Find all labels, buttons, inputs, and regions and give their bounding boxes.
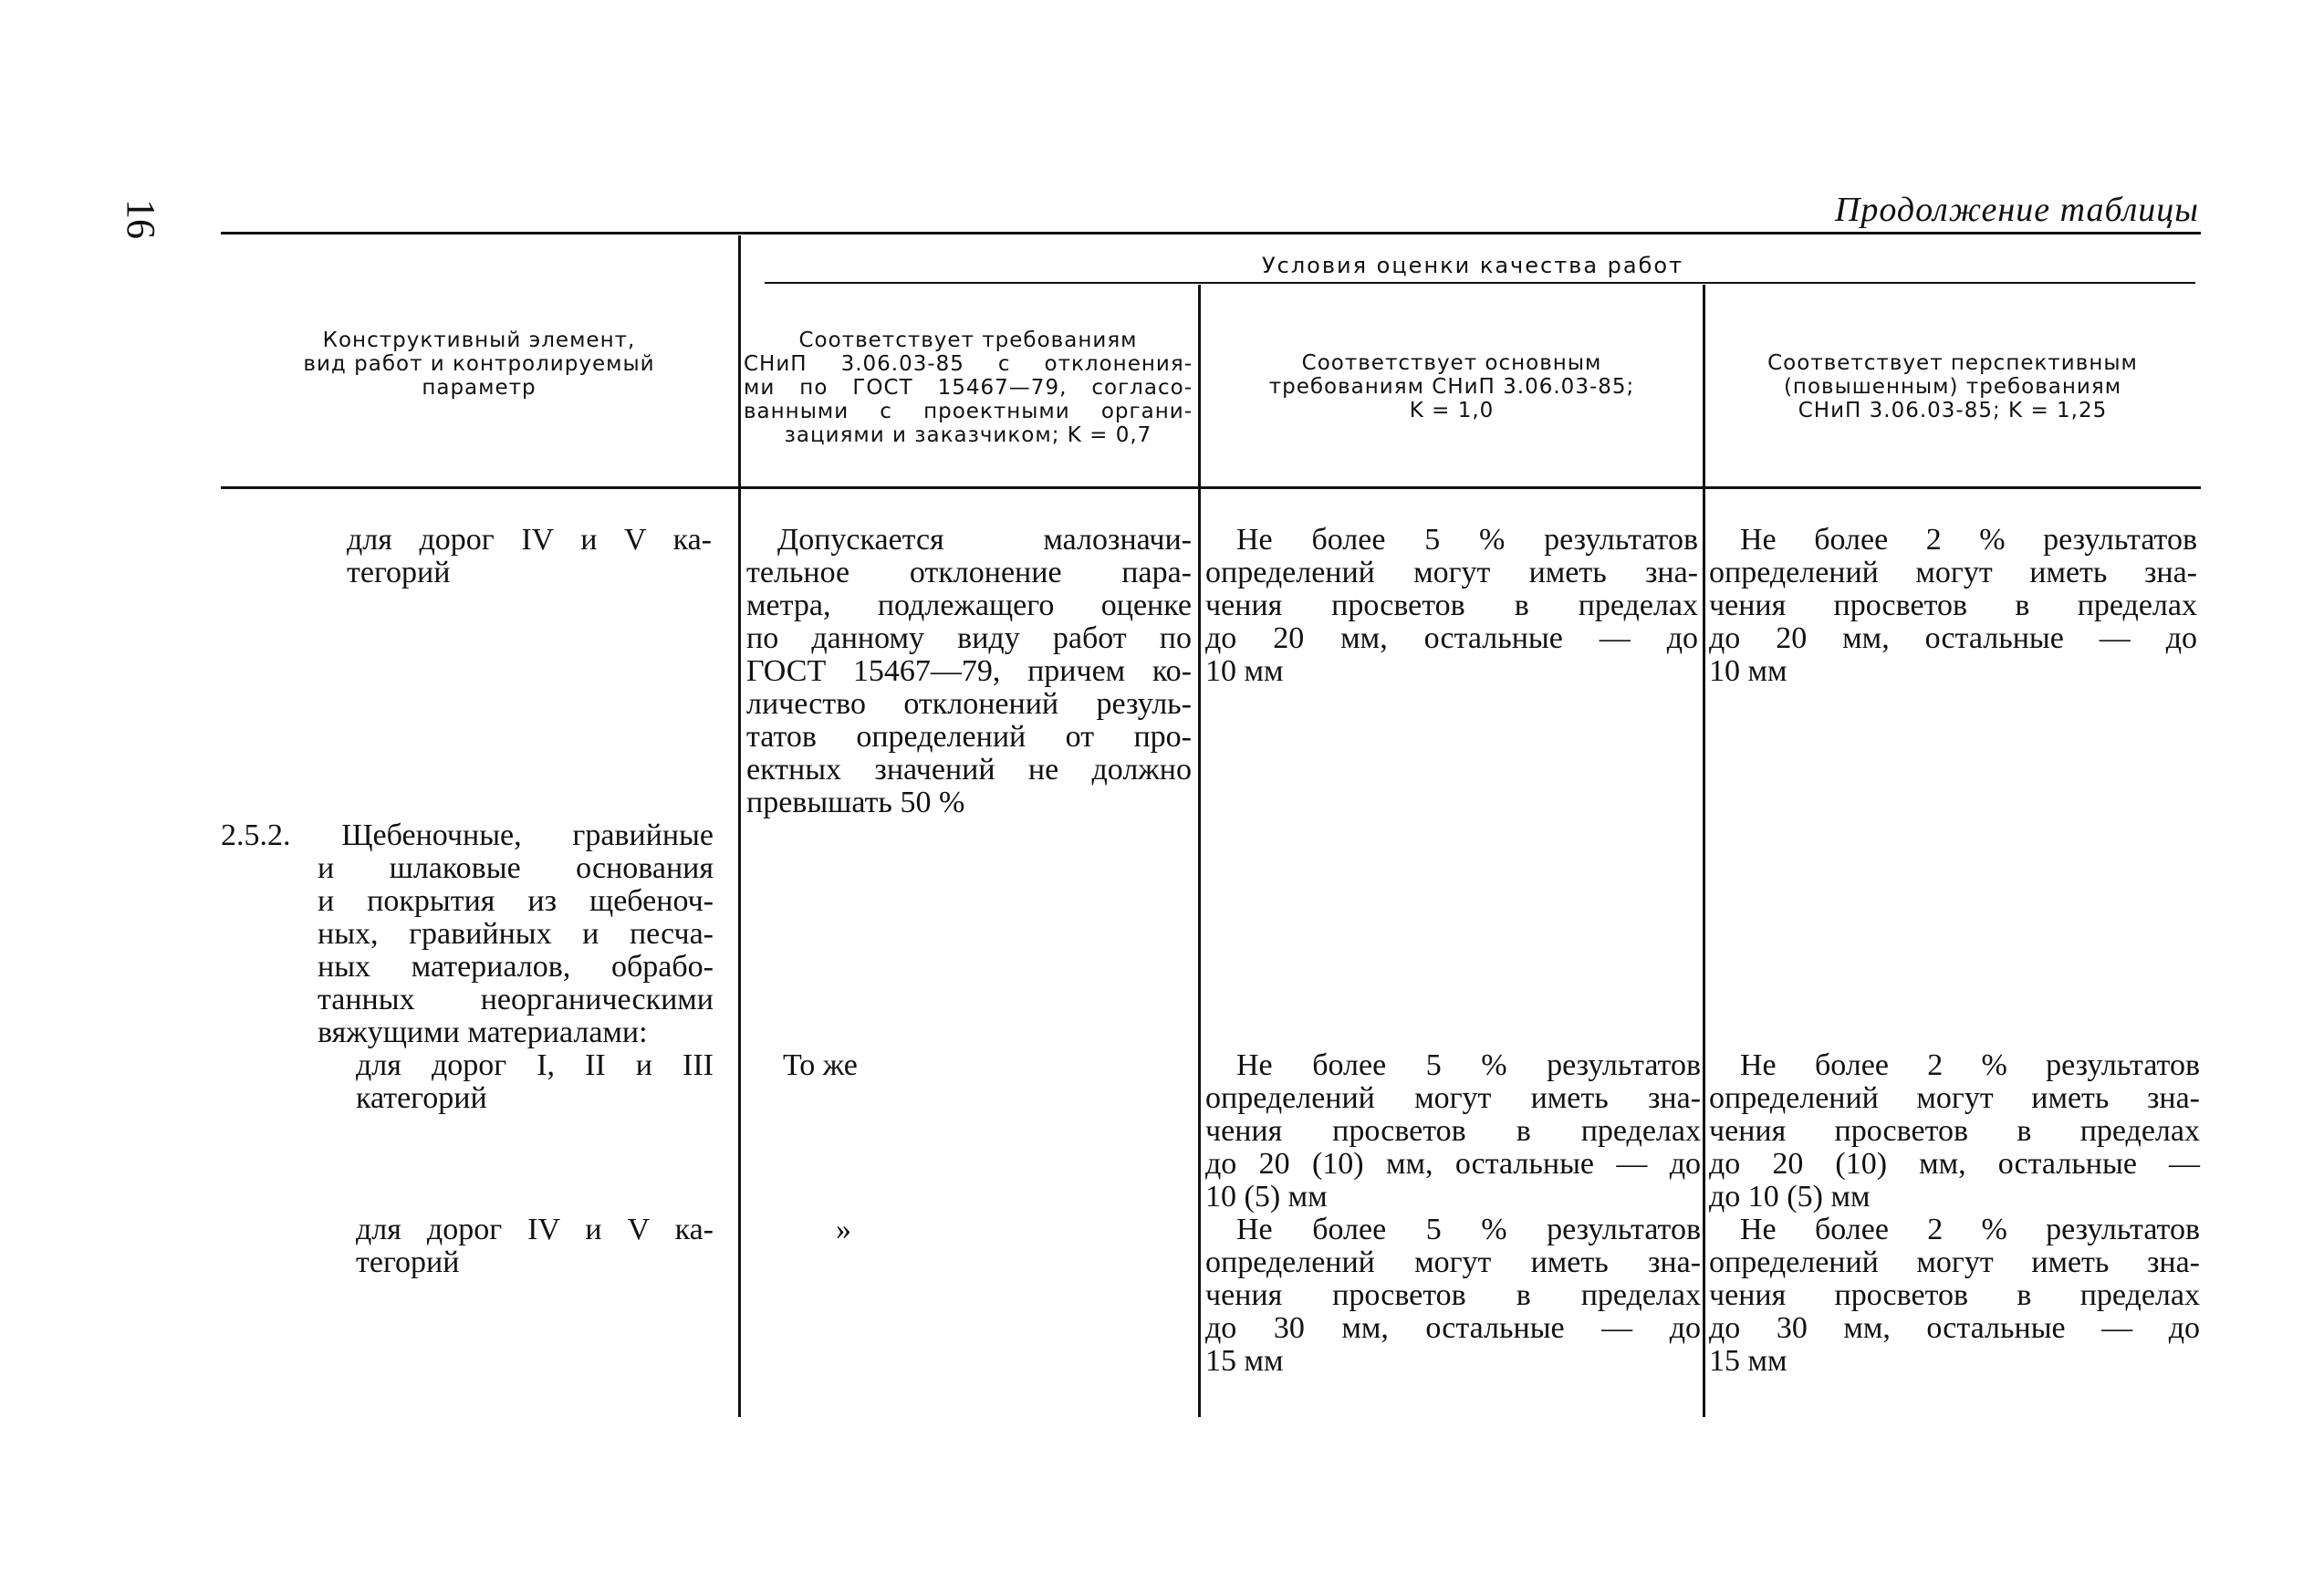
text-line: Не более 2 % результатов [1740,1213,2200,1246]
text-line: 10 мм [1709,654,1787,688]
text-line: до 20 (10) мм, остальные — [1709,1147,2200,1181]
text-line: до 20 мм, остальные — до [1205,621,1698,655]
text-line: для дорог I, II и III [356,1048,714,1082]
header-param-column [246,328,712,400]
text-line: Не более 5 % результатов [1236,1213,1701,1246]
text-line: То же [783,1048,858,1082]
header-line: требованиям СНиП 3.06.03-85; [1268,375,1635,399]
text-line: чения просветов в пределах [1205,589,1698,622]
column-divider-1 [738,235,741,1417]
text-line: и покрытия из щебеноч- [318,884,714,918]
text-line: ГОСТ 15467—79, причем ко- [746,654,1192,688]
text-line: чения просветов в пределах [1205,1278,1701,1312]
text-line: танных неорганическими [318,983,714,1016]
row4-col-k10 [1205,1214,1701,1378]
text-line: чения просветов в пределах [1709,589,2197,622]
row4-col-k125 [1709,1214,2200,1378]
header-bottom-rule [221,486,2201,489]
header-line: СНиП 3.06.03-85; K = 1,25 [1798,399,2108,422]
text-line: по данному виду работ по [746,621,1192,655]
text-line: татов определений от про- [746,720,1192,754]
row3-param [356,1049,714,1115]
header-line: Конструктивный элемент, [322,328,636,352]
row4-col-k07 [836,1214,927,1246]
page-number: 16 [119,199,163,239]
row3-col-k07 [783,1049,1184,1082]
text-line: метра, подлежащего оценке [746,589,1192,622]
text-line: определений могут иметь зна- [1709,1081,2200,1115]
row1-param [347,524,712,589]
text-line: для дорог IV и V ка- [347,523,712,557]
header-line: ванными с проектными органи- [744,400,1193,423]
text-line: тельное отклонение пара- [746,556,1192,589]
header-line: Соответствует требованиям [798,328,1138,352]
text-line: до 30 мм, остальные — до [1205,1311,1701,1345]
text-line: ных, гравийных и песча- [318,917,714,951]
header-k07-column [744,328,1193,447]
text-line: до 10 (5) мм [1709,1180,1871,1214]
group-header-rule [765,282,2195,284]
header-line: Соответствует перспективным [1767,351,2138,375]
header-line: вид работ и контролируемый [303,352,655,376]
text-line: тегорий [347,556,451,589]
text-line: категорий [356,1081,487,1115]
text-line: для дорог IV и V ка- [356,1213,714,1246]
text-line: тегорий [356,1245,460,1279]
header-line: K = 1,0 [1409,399,1495,422]
text-line: превышать 50 % [746,786,965,819]
row3-col-k125 [1709,1049,2200,1214]
text-line: определений могут иметь зна- [1205,1245,1701,1279]
text-line: ектных значений не должно [746,753,1192,787]
text-line: Допускается малозначи- [777,523,1192,557]
row4-param [356,1214,714,1279]
header-line: (повышенным) требованиям [1783,375,2122,399]
column-divider-3 [1703,285,1705,1417]
text-line: чения просветов в пределах [1709,1278,2200,1312]
text-line: определений могут иметь зна- [1709,556,2197,589]
text-line: Не более 5 % результатов [1236,1048,1701,1082]
header-k125-column [1711,351,2194,422]
text-line: Не более 5 % результатов [1236,523,1698,557]
text-line: 10 мм [1205,654,1284,688]
text-line: определений могут иметь зна- [1709,1245,2200,1279]
text-line: до 20 мм, остальные — до [1709,621,2197,655]
text-line: определений могут иметь зна- [1205,556,1698,589]
header-line: СНиП 3.06.03-85 с отклонения- [744,352,1193,376]
header-group-title: Условия оценки качества работ [1262,253,1684,278]
column-divider-2 [1198,285,1201,1417]
header-k10-column [1206,351,1697,422]
table-top-rule [221,232,2201,234]
text-line: вяжущими материалами: [318,1016,648,1049]
text-line: и шлаковые основания [318,851,714,885]
row1-col-k10 [1205,524,1698,688]
text-line: » [836,1213,851,1246]
row1-col-k125 [1709,524,2197,688]
text-line: ных материалов, обрабо- [318,950,714,984]
text-line: до 30 мм, остальные — до [1709,1311,2200,1345]
text-line: Не более 2 % результатов [1740,1048,2200,1082]
text-line: до 20 (10) мм, остальные — до [1205,1147,1701,1181]
header-line: параметр [422,376,537,400]
continuation-title: Продолжение таблицы [1834,191,2199,229]
text-line: 15 мм [1709,1344,1787,1378]
text-line: определений могут иметь зна- [1205,1081,1701,1115]
text-line: чения просветов в пределах [1709,1114,2200,1148]
text-line: 10 (5) мм [1205,1180,1328,1214]
header-line: ми по ГОСТ 15467—79, согласо- [744,376,1193,400]
section-2-5-2 [221,819,714,1049]
header-line: зациями и заказчиком; K = 0,7 [784,423,1152,447]
row1-col-k07 [746,524,1192,819]
header-line: Соответствует основным [1301,351,1602,375]
text-line: 15 мм [1205,1344,1284,1378]
text-line: личество отклонений резуль- [746,687,1192,721]
row3-col-k10 [1205,1049,1701,1214]
text-line: Не более 2 % результатов [1740,523,2197,557]
text-line: 2.5.2. Щебеночные, гравийные [221,818,714,852]
text-line: чения просветов в пределах [1205,1114,1701,1148]
